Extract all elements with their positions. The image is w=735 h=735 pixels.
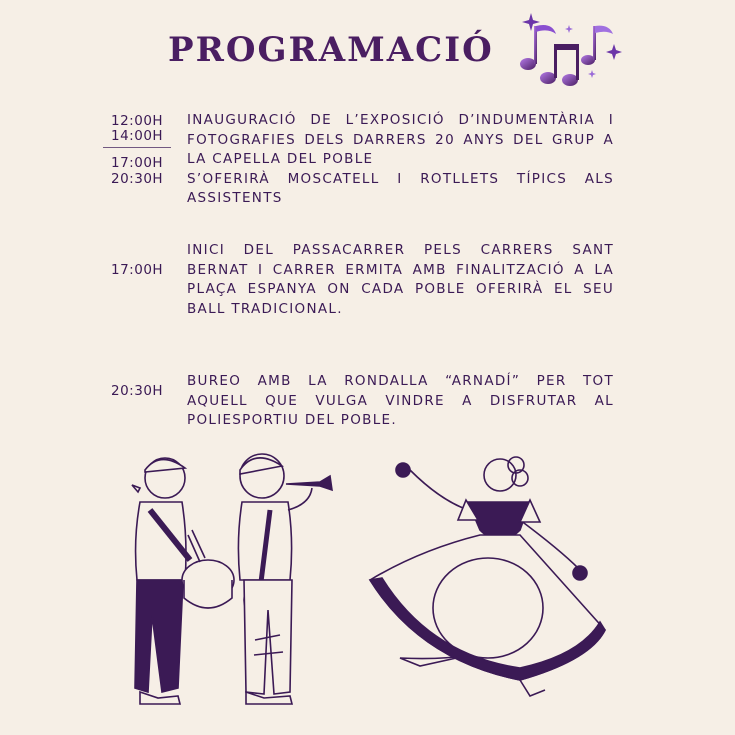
time-end-1: 14:00H xyxy=(111,128,164,144)
time-event-2: 17:00H xyxy=(111,262,164,278)
event-description-2: INICI DEL PASSACARRER PELS CARRERS SANT BERNAT I CARRER ERMITA AMB FINALITZACIÓ A LA PLAÇA ESPANYA ON CADA POBLE OFERIRÀ EL SEU BALL TRADICIONAL. xyxy=(187,242,614,317)
drummer-figure xyxy=(132,458,234,704)
event-description-1 xyxy=(187,111,614,209)
time-start-1: 12:00H xyxy=(111,113,164,129)
time-divider xyxy=(103,147,171,148)
flute-player-figure xyxy=(238,454,332,704)
time-end-2: 20:30H xyxy=(111,171,164,187)
event-1-line-2: S’OFERIRÀ MOSCATELL I ROTLLETS TÍPICS ALS ASSISTENTS xyxy=(187,170,614,207)
dancers-illustration xyxy=(0,440,735,735)
page-title: PROGRAMACIÓ xyxy=(168,30,494,70)
time-start-2: 17:00H xyxy=(111,155,164,171)
time-event-3: 20:30H xyxy=(111,383,164,399)
music-notes-icon xyxy=(514,8,629,88)
event-1-line-1: INAUGURACIÓ DE L’EXPOSICIÓ D’INDUMENTÀRIA I FOTOGRAFIES DELS DARRERS 20 ANYS DEL GRUP A LA CAPELLA DEL POBLE xyxy=(187,112,614,168)
event-description-3: BUREO AMB LA RONDALLA “ARNADÍ” PER TOT AQUELL QUE VULGA VINDRE A DISFRUTAR AL POLIESPORTIU DEL POBLE. xyxy=(187,373,614,429)
dancer-figure xyxy=(370,457,605,696)
